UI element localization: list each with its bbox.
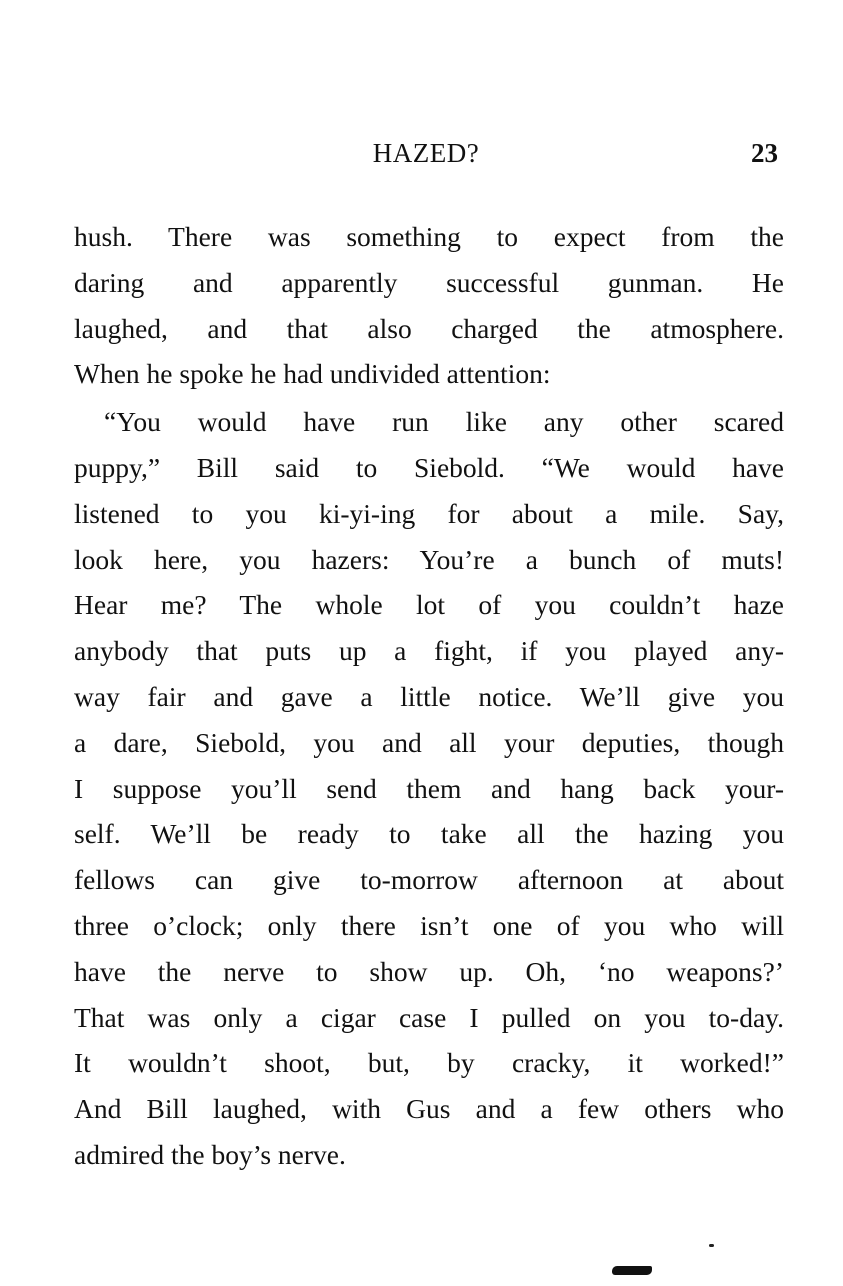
text-line: It wouldn’t shoot, but, by cracky, it worked!”: [74, 1047, 784, 1079]
text-line: Hear me? The whole lot of you couldn’t haze: [74, 589, 784, 621]
text-line: a dare, Siebold, you and all your deputies, though: [74, 726, 784, 758]
text-line: have the nerve to show up. Oh, ‘no weapons?’: [74, 955, 784, 987]
text-line: way fair and gave a little notice. We’ll give you: [74, 680, 784, 712]
text-line: hush. There was something to expect from the: [74, 221, 784, 252]
text-line: look here, you hazers: You’re a bunch of muts!: [74, 543, 784, 575]
ink-smudge: [612, 1266, 652, 1275]
text-line: And Bill laughed, with Gus and a few others who: [74, 1093, 784, 1125]
text-line: three o’clock; only there isn’t one of you who will: [74, 909, 784, 941]
text-line: “You would have run like any other scared: [104, 406, 784, 438]
page-number: 23: [751, 138, 778, 168]
ink-speck: [709, 1244, 714, 1247]
text-line: self. We’ll be ready to take all the hazing you: [74, 818, 784, 850]
text-line: daring and apparently successful gunman. He: [74, 266, 784, 298]
body-text: [74, 214, 784, 1178]
text-line: When he spoke he had undivided attention:: [74, 358, 551, 390]
running-head: [74, 138, 778, 178]
text-line: anybody that puts up a fight, if you played any-: [74, 635, 784, 667]
text-line: That was only a cigar case I pulled on you to-day.: [74, 1001, 784, 1033]
text-line: puppy,” Bill said to Siebold. “We would have: [74, 451, 784, 483]
paragraph-2: [74, 399, 784, 1178]
text-line: admired the boy’s nerve.: [74, 1138, 346, 1170]
paragraph-1: [74, 214, 784, 397]
text-line: laughed, and that also charged the atmosphere.: [74, 312, 784, 344]
running-title: HAZED?: [372, 138, 480, 168]
text-line: I suppose you’ll send them and hang back your-: [74, 772, 784, 804]
text-line: listened to you ki-yi-ing for about a mile. Say,: [74, 497, 784, 529]
text-line: fellows can give to-morrow afternoon at about: [74, 864, 784, 896]
